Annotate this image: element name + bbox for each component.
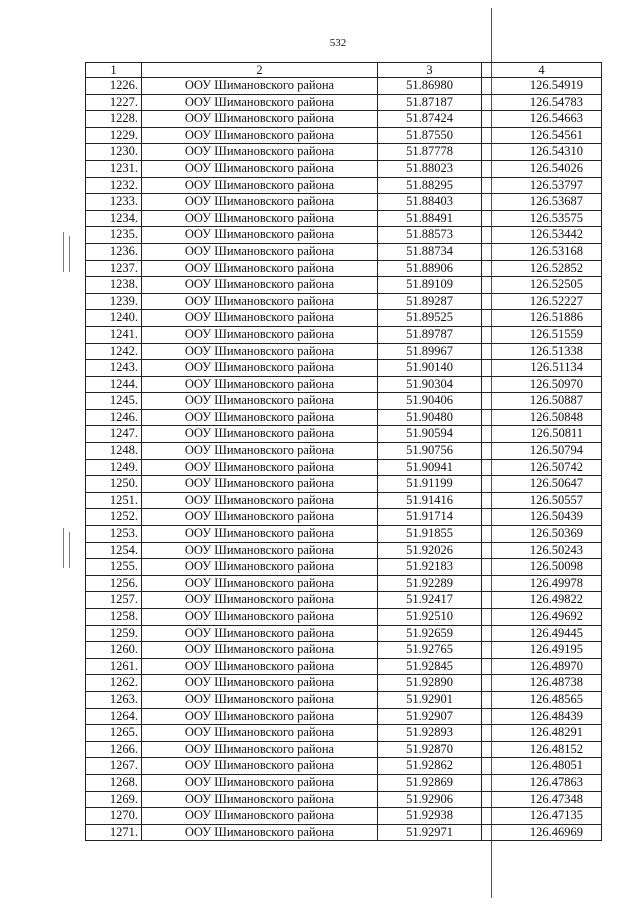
- organization-cell: ООУ Шимановского района: [142, 592, 378, 609]
- row-number-cell: 1267.: [86, 758, 142, 775]
- table-row: [86, 609, 602, 626]
- longitude-cell: 126.50848: [482, 409, 602, 426]
- table-row: [86, 774, 602, 791]
- longitude-cell: 126.50647: [482, 476, 602, 493]
- row-number-cell: 1271.: [86, 824, 142, 841]
- latitude-cell: 51.92971: [378, 824, 482, 841]
- row-number-cell: 1228.: [86, 111, 142, 128]
- longitude-cell: 126.51886: [482, 310, 602, 327]
- row-number-cell: 1268.: [86, 774, 142, 791]
- table-row: [86, 758, 602, 775]
- latitude-cell: 51.89525: [378, 310, 482, 327]
- organization-cell: ООУ Шимановского района: [142, 343, 378, 360]
- latitude-cell: 51.92862: [378, 758, 482, 775]
- table-row: [86, 144, 602, 161]
- organization-cell: ООУ Шимановского района: [142, 78, 378, 95]
- row-number-cell: 1263.: [86, 691, 142, 708]
- organization-cell: ООУ Шимановского района: [142, 675, 378, 692]
- longitude-cell: 126.50369: [482, 526, 602, 543]
- longitude-cell: 126.50557: [482, 492, 602, 509]
- organization-cell: ООУ Шимановского района: [142, 111, 378, 128]
- longitude-cell: 126.53575: [482, 210, 602, 227]
- row-number-cell: 1227.: [86, 94, 142, 111]
- row-number-cell: 1251.: [86, 492, 142, 509]
- latitude-cell: 51.92870: [378, 741, 482, 758]
- table-header-row: [86, 63, 602, 78]
- table-row: [86, 409, 602, 426]
- organization-cell: ООУ Шимановского района: [142, 310, 378, 327]
- organization-cell: ООУ Шимановского района: [142, 459, 378, 476]
- organization-cell: ООУ Шимановского района: [142, 526, 378, 543]
- latitude-cell: 51.91855: [378, 526, 482, 543]
- table-row: [86, 443, 602, 460]
- table-row: [86, 243, 602, 260]
- row-number-cell: 1254.: [86, 542, 142, 559]
- longitude-cell: 126.48738: [482, 675, 602, 692]
- page-number-text: 532: [329, 37, 347, 49]
- longitude-cell: 126.48051: [482, 758, 602, 775]
- longitude-cell: 126.50887: [482, 393, 602, 410]
- row-number-cell: 1257.: [86, 592, 142, 609]
- organization-cell: ООУ Шимановского района: [142, 243, 378, 260]
- longitude-cell: 126.52227: [482, 293, 602, 310]
- table-row: [86, 492, 602, 509]
- table-row: [86, 277, 602, 294]
- longitude-cell: 126.54663: [482, 111, 602, 128]
- row-number-cell: 1258.: [86, 609, 142, 626]
- latitude-cell: 51.88295: [378, 177, 482, 194]
- latitude-cell: 51.88491: [378, 210, 482, 227]
- table-row: [86, 575, 602, 592]
- organization-cell: ООУ Шимановского района: [142, 277, 378, 294]
- longitude-cell: 126.47348: [482, 791, 602, 808]
- longitude-cell: 126.50243: [482, 542, 602, 559]
- longitude-cell: 126.54310: [482, 144, 602, 161]
- table-row: [86, 260, 602, 277]
- row-number-cell: 1234.: [86, 210, 142, 227]
- row-number-cell: 1244.: [86, 376, 142, 393]
- organization-cell: ООУ Шимановского района: [142, 575, 378, 592]
- table-row: [86, 210, 602, 227]
- longitude-cell: 126.54026: [482, 160, 602, 177]
- latitude-cell: 51.90406: [378, 393, 482, 410]
- organization-cell: ООУ Шимановского района: [142, 227, 378, 244]
- table-row: [86, 642, 602, 659]
- table-row: [86, 293, 602, 310]
- organization-cell: ООУ Шимановского района: [142, 293, 378, 310]
- latitude-cell: 51.92765: [378, 642, 482, 659]
- table-row: [86, 725, 602, 742]
- latitude-cell: 51.90594: [378, 426, 482, 443]
- latitude-cell: 51.92907: [378, 708, 482, 725]
- table-row: [86, 808, 602, 825]
- row-number-cell: 1264.: [86, 708, 142, 725]
- organization-cell: ООУ Шимановского района: [142, 741, 378, 758]
- longitude-cell: 126.50742: [482, 459, 602, 476]
- page-number: [0, 37, 640, 49]
- table-row: [86, 675, 602, 692]
- latitude-cell: 51.92845: [378, 658, 482, 675]
- row-number-cell: 1259.: [86, 625, 142, 642]
- scan-mark: [63, 528, 64, 568]
- organization-cell: ООУ Шимановского района: [142, 443, 378, 460]
- latitude-cell: 51.91199: [378, 476, 482, 493]
- row-number-cell: 1245.: [86, 393, 142, 410]
- organization-cell: ООУ Шимановского района: [142, 509, 378, 526]
- longitude-cell: 126.54919: [482, 78, 602, 95]
- coordinates-table-wrapper: [85, 62, 601, 841]
- table-row: [86, 592, 602, 609]
- table-row: [86, 526, 602, 543]
- row-number-cell: 1246.: [86, 409, 142, 426]
- row-number-cell: 1260.: [86, 642, 142, 659]
- organization-cell: ООУ Шимановского района: [142, 691, 378, 708]
- latitude-cell: 51.92417: [378, 592, 482, 609]
- latitude-cell: 51.90941: [378, 459, 482, 476]
- row-number-cell: 1248.: [86, 443, 142, 460]
- latitude-cell: 51.89967: [378, 343, 482, 360]
- latitude-cell: 51.92938: [378, 808, 482, 825]
- longitude-cell: 126.48970: [482, 658, 602, 675]
- row-number-cell: 1249.: [86, 459, 142, 476]
- row-number-cell: 1236.: [86, 243, 142, 260]
- latitude-cell: 51.92289: [378, 575, 482, 592]
- scan-mark: [69, 532, 70, 568]
- organization-cell: ООУ Шимановского района: [142, 260, 378, 277]
- latitude-cell: 51.91416: [378, 492, 482, 509]
- latitude-cell: 51.90304: [378, 376, 482, 393]
- scan-mark: [63, 232, 64, 272]
- latitude-cell: 51.88573: [378, 227, 482, 244]
- latitude-cell: 51.92890: [378, 675, 482, 692]
- latitude-cell: 51.88023: [378, 160, 482, 177]
- organization-cell: ООУ Шимановского района: [142, 393, 378, 410]
- organization-cell: ООУ Шимановского района: [142, 194, 378, 211]
- longitude-cell: 126.49195: [482, 642, 602, 659]
- latitude-cell: 51.88734: [378, 243, 482, 260]
- row-number-cell: 1231.: [86, 160, 142, 177]
- latitude-cell: 51.92510: [378, 609, 482, 626]
- longitude-cell: 126.50794: [482, 443, 602, 460]
- row-number-cell: 1240.: [86, 310, 142, 327]
- table-row: [86, 559, 602, 576]
- organization-cell: ООУ Шимановского района: [142, 326, 378, 343]
- row-number-cell: 1230.: [86, 144, 142, 161]
- table-row: [86, 111, 602, 128]
- latitude-cell: 51.89787: [378, 326, 482, 343]
- longitude-cell: 126.51134: [482, 360, 602, 377]
- organization-cell: ООУ Шимановского района: [142, 376, 378, 393]
- longitude-cell: 126.49692: [482, 609, 602, 626]
- organization-cell: ООУ Шимановского района: [142, 808, 378, 825]
- table-row: [86, 509, 602, 526]
- longitude-cell: 126.51338: [482, 343, 602, 360]
- scan-mark: [69, 236, 70, 272]
- table-row: [86, 708, 602, 725]
- column-header: 1: [86, 63, 142, 78]
- table-row: [86, 741, 602, 758]
- row-number-cell: 1265.: [86, 725, 142, 742]
- organization-cell: ООУ Шимановского района: [142, 210, 378, 227]
- row-number-cell: 1233.: [86, 194, 142, 211]
- row-number-cell: 1255.: [86, 559, 142, 576]
- latitude-cell: 51.92869: [378, 774, 482, 791]
- row-number-cell: 1239.: [86, 293, 142, 310]
- longitude-cell: 126.53797: [482, 177, 602, 194]
- row-number-cell: 1242.: [86, 343, 142, 360]
- longitude-cell: 126.48291: [482, 725, 602, 742]
- longitude-cell: 126.52505: [482, 277, 602, 294]
- table-row: [86, 376, 602, 393]
- table-row: [86, 542, 602, 559]
- longitude-cell: 126.47863: [482, 774, 602, 791]
- organization-cell: ООУ Шимановского района: [142, 824, 378, 841]
- organization-cell: ООУ Шимановского района: [142, 758, 378, 775]
- row-number-cell: 1262.: [86, 675, 142, 692]
- table-row: [86, 625, 602, 642]
- table-row: [86, 691, 602, 708]
- organization-cell: ООУ Шимановского района: [142, 177, 378, 194]
- organization-cell: ООУ Шимановского района: [142, 725, 378, 742]
- row-number-cell: 1269.: [86, 791, 142, 808]
- table-row: [86, 393, 602, 410]
- longitude-cell: 126.53442: [482, 227, 602, 244]
- table-row: [86, 177, 602, 194]
- row-number-cell: 1250.: [86, 476, 142, 493]
- row-number-cell: 1226.: [86, 78, 142, 95]
- row-number-cell: 1252.: [86, 509, 142, 526]
- organization-cell: ООУ Шимановского района: [142, 144, 378, 161]
- organization-cell: ООУ Шимановского района: [142, 642, 378, 659]
- longitude-cell: 126.48439: [482, 708, 602, 725]
- organization-cell: ООУ Шимановского района: [142, 559, 378, 576]
- table-row: [86, 360, 602, 377]
- longitude-cell: 126.48152: [482, 741, 602, 758]
- latitude-cell: 51.91714: [378, 509, 482, 526]
- row-number-cell: 1237.: [86, 260, 142, 277]
- latitude-cell: 51.92026: [378, 542, 482, 559]
- table-row: [86, 94, 602, 111]
- organization-cell: ООУ Шимановского района: [142, 426, 378, 443]
- table-row: [86, 658, 602, 675]
- table-row: [86, 824, 602, 841]
- longitude-cell: 126.49445: [482, 625, 602, 642]
- table-row: [86, 127, 602, 144]
- longitude-cell: 126.53168: [482, 243, 602, 260]
- latitude-cell: 51.92893: [378, 725, 482, 742]
- row-number-cell: 1238.: [86, 277, 142, 294]
- latitude-cell: 51.86980: [378, 78, 482, 95]
- latitude-cell: 51.92901: [378, 691, 482, 708]
- column-header: 2: [142, 63, 378, 78]
- table-row: [86, 194, 602, 211]
- organization-cell: ООУ Шимановского района: [142, 774, 378, 791]
- row-number-cell: 1253.: [86, 526, 142, 543]
- longitude-cell: 126.50970: [482, 376, 602, 393]
- row-number-cell: 1229.: [86, 127, 142, 144]
- organization-cell: ООУ Шимановского района: [142, 127, 378, 144]
- organization-cell: ООУ Шимановского района: [142, 492, 378, 509]
- table-row: [86, 426, 602, 443]
- latitude-cell: 51.90480: [378, 409, 482, 426]
- latitude-cell: 51.89109: [378, 277, 482, 294]
- row-number-cell: 1270.: [86, 808, 142, 825]
- row-number-cell: 1266.: [86, 741, 142, 758]
- longitude-cell: 126.49978: [482, 575, 602, 592]
- longitude-cell: 126.54783: [482, 94, 602, 111]
- organization-cell: ООУ Шимановского района: [142, 476, 378, 493]
- longitude-cell: 126.49822: [482, 592, 602, 609]
- longitude-cell: 126.50439: [482, 509, 602, 526]
- latitude-cell: 51.90140: [378, 360, 482, 377]
- table-row: [86, 476, 602, 493]
- latitude-cell: 51.87187: [378, 94, 482, 111]
- row-number-cell: 1243.: [86, 360, 142, 377]
- longitude-cell: 126.48565: [482, 691, 602, 708]
- latitude-cell: 51.87778: [378, 144, 482, 161]
- latitude-cell: 51.92183: [378, 559, 482, 576]
- organization-cell: ООУ Шимановского района: [142, 360, 378, 377]
- organization-cell: ООУ Шимановского района: [142, 791, 378, 808]
- table-row: [86, 160, 602, 177]
- latitude-cell: 51.92659: [378, 625, 482, 642]
- organization-cell: ООУ Шимановского района: [142, 625, 378, 642]
- latitude-cell: 51.87550: [378, 127, 482, 144]
- table-row: [86, 310, 602, 327]
- organization-cell: ООУ Шимановского района: [142, 160, 378, 177]
- organization-cell: ООУ Шимановского района: [142, 94, 378, 111]
- longitude-cell: 126.50811: [482, 426, 602, 443]
- latitude-cell: 51.89287: [378, 293, 482, 310]
- longitude-cell: 126.46969: [482, 824, 602, 841]
- column-header: 3: [378, 63, 482, 78]
- row-number-cell: 1247.: [86, 426, 142, 443]
- organization-cell: ООУ Шимановского района: [142, 609, 378, 626]
- organization-cell: ООУ Шимановского района: [142, 708, 378, 725]
- table-row: [86, 78, 602, 95]
- row-number-cell: 1261.: [86, 658, 142, 675]
- longitude-cell: 126.54561: [482, 127, 602, 144]
- row-number-cell: 1256.: [86, 575, 142, 592]
- row-number-cell: 1235.: [86, 227, 142, 244]
- latitude-cell: 51.90756: [378, 443, 482, 460]
- latitude-cell: 51.88403: [378, 194, 482, 211]
- longitude-cell: 126.50098: [482, 559, 602, 576]
- coordinates-table: [85, 62, 602, 841]
- table-row: [86, 459, 602, 476]
- longitude-cell: 126.53687: [482, 194, 602, 211]
- table-row: [86, 791, 602, 808]
- column-header: 4: [482, 63, 602, 78]
- longitude-cell: 126.51559: [482, 326, 602, 343]
- row-number-cell: 1241.: [86, 326, 142, 343]
- row-number-cell: 1232.: [86, 177, 142, 194]
- table-row: [86, 343, 602, 360]
- organization-cell: ООУ Шимановского района: [142, 409, 378, 426]
- latitude-cell: 51.88906: [378, 260, 482, 277]
- longitude-cell: 126.52852: [482, 260, 602, 277]
- organization-cell: ООУ Шимановского района: [142, 658, 378, 675]
- table-row: [86, 326, 602, 343]
- latitude-cell: 51.87424: [378, 111, 482, 128]
- table-row: [86, 227, 602, 244]
- table-body: [86, 78, 602, 841]
- latitude-cell: 51.92906: [378, 791, 482, 808]
- longitude-cell: 126.47135: [482, 808, 602, 825]
- organization-cell: ООУ Шимановского района: [142, 542, 378, 559]
